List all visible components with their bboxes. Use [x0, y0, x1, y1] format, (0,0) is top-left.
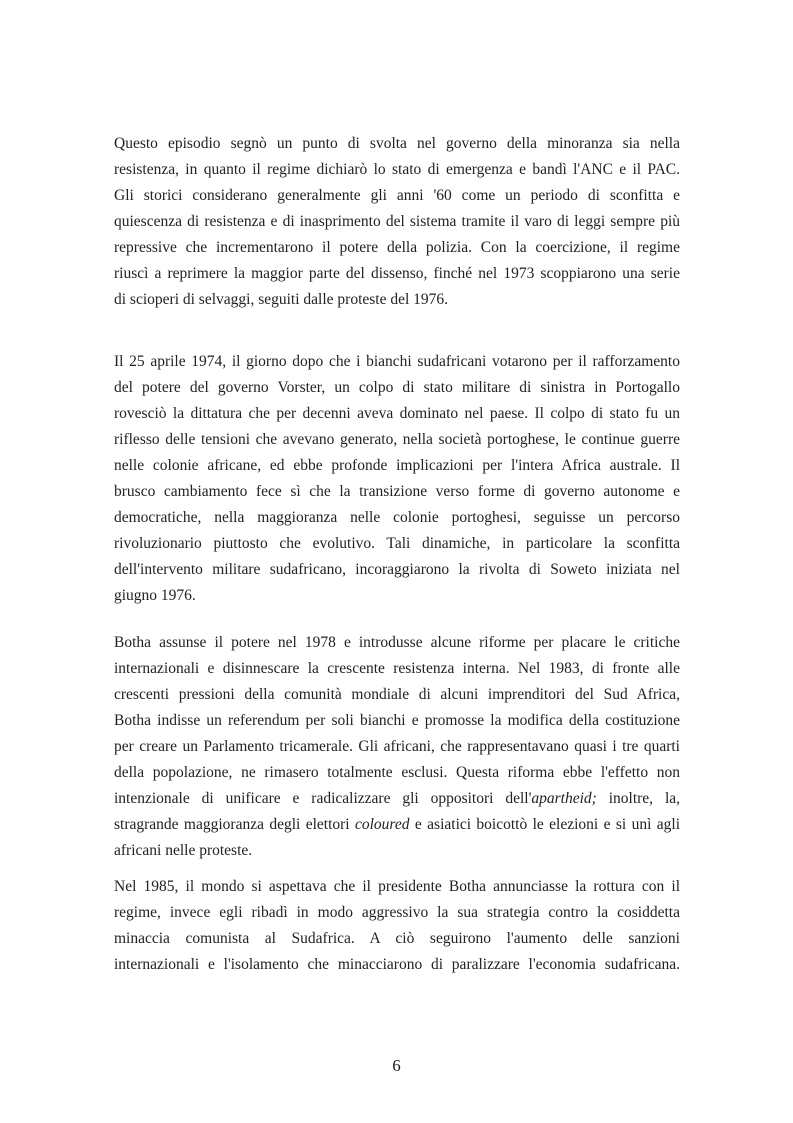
text-line: Botha assunse il potere nel 1978 e introdusse alcune riforme per placare le critiche: [114, 634, 680, 651]
text-line: minaccia comunista al Sudafrica. A ciò seguirono l'aumento delle sanzioni: [114, 930, 680, 947]
text-line: internazionali e disinnescare la crescente resistenza interna. Nel 1983, di fronte alle: [114, 660, 680, 677]
text-line: repressive che incrementarono il potere della polizia. Con la coercizione, il regime: [114, 239, 680, 256]
text-line: giugno 1976.: [114, 587, 196, 604]
text-line: quiescenza di resistenza e di inasprimento del sistema tramite il varo di leggi sempre più: [114, 213, 680, 230]
text-line: brusco cambiamento fece sì che la transizione verso forme di governo autonome e: [114, 483, 680, 500]
text-line: africani nelle proteste.: [114, 842, 253, 859]
text-line: della popolazione, ne rimasero totalmente esclusi. Questa riforma ebbe l'effetto non: [114, 764, 680, 781]
text-line: Botha indisse un referendum per soli bianchi e promosse la modifica della costituzione: [114, 712, 680, 729]
text-line: rovesciò la dittatura che per decenni aveva dominato nel paese. Il colpo di stato fu un: [114, 405, 680, 422]
text-line: per creare un Parlamento tricamerale. Gli africani, che rappresentavano quasi i tre quarti: [114, 738, 680, 755]
text-line: riuscì a reprimere la maggior parte del dissenso, finché nel 1973 scoppiarono una serie: [114, 265, 680, 282]
text-line: Gli storici considerano generalmente gli anni '60 come un periodo di sconfitta e: [114, 187, 680, 204]
text-line: democratiche, nella maggioranza nelle colonie portoghesi, seguisse un percorso: [114, 509, 680, 526]
text-line: Nel 1985, il mondo si aspettava che il presidente Botha annunciasse la rottura con il: [114, 878, 680, 895]
text-line: riflesso delle tensioni che avevano generato, nella società portoghese, le continue guerre: [114, 431, 680, 448]
text-line: resistenza, in quanto il regime dichiarò lo stato di emergenza e bandì l'ANC e il PAC.: [114, 161, 680, 178]
text-line: nelle colonie africane, ed ebbe profonde implicazioni per l'intera Africa australe. Il: [114, 457, 680, 474]
text-segment: e asiatici boicottò le elezioni e si unì agli: [409, 816, 680, 833]
page-number: 6: [392, 1056, 401, 1075]
text-line: [114, 788, 680, 810]
italic-term: coloured: [355, 816, 410, 833]
italic-term: apartheid;: [531, 790, 597, 807]
text-line: regime, invece egli ribadì in modo aggressivo la sua strategia contro la cosiddetta: [114, 904, 680, 921]
text-line: del potere del governo Vorster, un colpo di stato militare di sinistra in Portogallo: [114, 379, 680, 396]
text-segment: inoltre, la,: [596, 790, 680, 807]
text-segment: stragrande maggioranza degli elettori: [114, 816, 355, 833]
text-line: [114, 814, 680, 836]
text-line: internazionali e l'isolamento che minacciarono di paralizzare l'economia sudafricana.: [114, 956, 680, 973]
text-line: crescenti pressioni della comunità mondiale di alcuni imprenditori del Sud Africa,: [114, 686, 680, 703]
text-line: Il 25 aprile 1974, il giorno dopo che i bianchi sudafricani votarono per il rafforzamento: [114, 353, 680, 370]
text-line: di scioperi di selvaggi, seguiti dalle proteste del 1976.: [114, 291, 449, 308]
text-line: rivoluzionario piuttosto che evolutivo. Tali dinamiche, in particolare la sconfitta: [114, 535, 680, 552]
text-segment: intenzionale di unificare e radicalizzare gli oppositori dell': [114, 790, 532, 807]
text-line: Questo episodio segnò un punto di svolta nel governo della minoranza sia nella: [114, 135, 680, 152]
text-line: dell'intervento militare sudafricano, incoraggiarono la rivolta di Soweto iniziata nel: [114, 561, 680, 578]
